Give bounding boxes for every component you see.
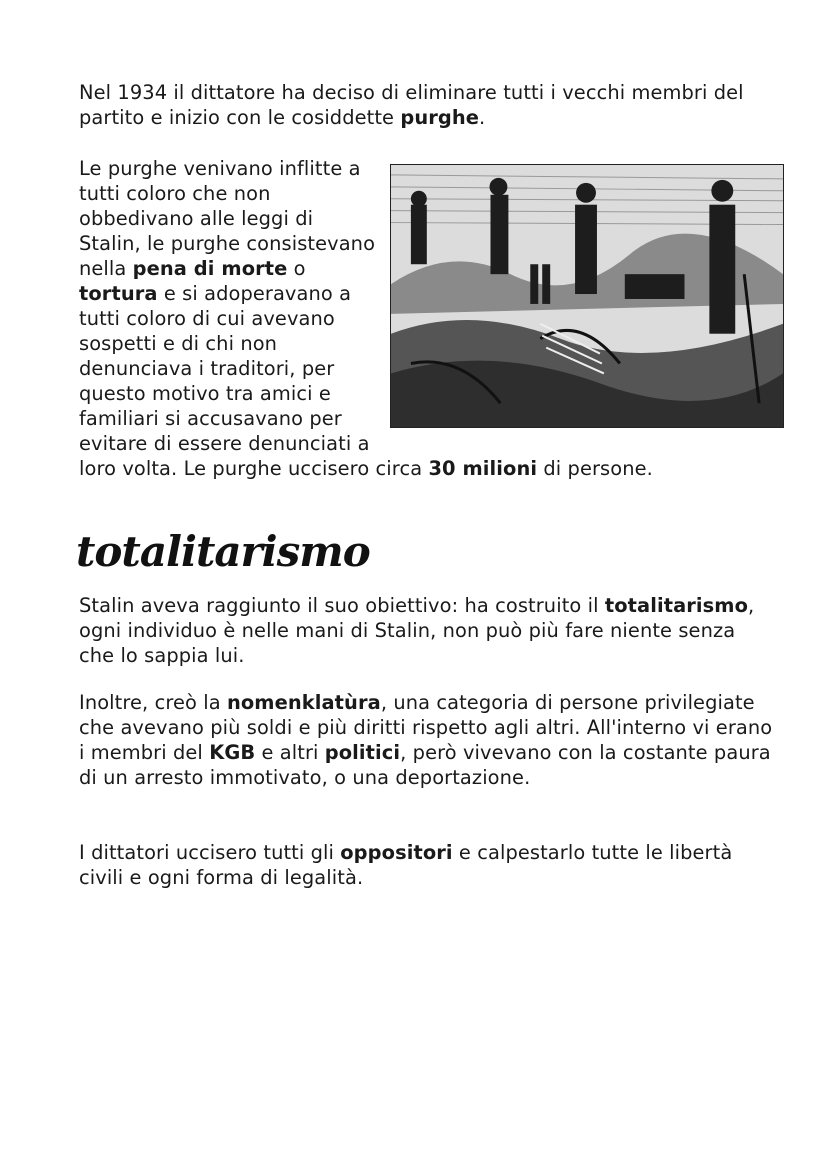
bold-term-purghe: purghe bbox=[400, 106, 480, 129]
purges-section bbox=[79, 156, 784, 481]
bold-term-oppositori: oppositori bbox=[340, 841, 453, 864]
bold-term-pena-di-morte: pena di morte bbox=[132, 257, 288, 280]
text-run: Nel 1934 il dittatore ha deciso di eliminare tutti i vecchi membri del partito e inizio con le cosiddette bbox=[79, 81, 744, 129]
paragraph-nomenklatura bbox=[79, 690, 779, 790]
text-run: I dittatori uccisero tutti gli bbox=[79, 841, 341, 864]
section-heading-totalitarismo: totalitarismo bbox=[76, 527, 370, 576]
bold-term-kgb: KGB bbox=[209, 741, 256, 764]
purges-illustration bbox=[390, 164, 784, 428]
bold-term-politici: politici bbox=[324, 741, 401, 764]
text-run: Le purghe venivano inflitte a tutti coloro che non obbedivano alle leggi di Stalin, le purghe consistevano nella bbox=[79, 157, 376, 280]
text-run: e altri bbox=[255, 741, 325, 764]
bold-term-tortura: tortura bbox=[79, 282, 158, 305]
text-run: Stalin aveva raggiunto il suo obiettivo: ha costruito il bbox=[79, 594, 605, 617]
paragraph-oppositori bbox=[79, 840, 769, 890]
paragraph-purges-intro bbox=[79, 80, 759, 130]
bold-term-30-milioni: 30 milioni bbox=[428, 457, 538, 480]
paragraph-totalitarianism bbox=[79, 593, 769, 668]
text-run: , ogni individuo è nelle mani di Stalin, non può più fare niente senza che lo sappia lui. bbox=[79, 594, 755, 667]
bold-term-totalitarismo: totalitarismo bbox=[604, 594, 749, 617]
text-run: , una categoria di persone privilegiate che avevano più soldi e più diritti rispetto agli altri. All'interno vi erano i membri del bbox=[79, 691, 773, 764]
text-run: e calpestarlo tutte le libertà civili e ogni forma di legalità. bbox=[79, 841, 733, 889]
purges-execution-illustration-icon bbox=[391, 165, 783, 427]
text-run: o bbox=[287, 257, 306, 280]
bold-term-nomenklatura: nomenklatùra bbox=[226, 691, 381, 714]
text-run: , però vivevano con la costante paura di un arresto immotivato, o una deportazione. bbox=[79, 741, 771, 789]
text-run: e si adoperavano a tutti coloro di cui avevano sospetti e di chi non denunciava i traditori, per questo motivo tra amici e familiari si accusavano per evitare di essere denunciati a loro volta. Le purghe uccisero circa bbox=[79, 282, 429, 480]
text-run: Inoltre, creò la bbox=[79, 691, 227, 714]
text-run: . bbox=[479, 106, 486, 129]
text-run: di persone. bbox=[537, 457, 653, 480]
